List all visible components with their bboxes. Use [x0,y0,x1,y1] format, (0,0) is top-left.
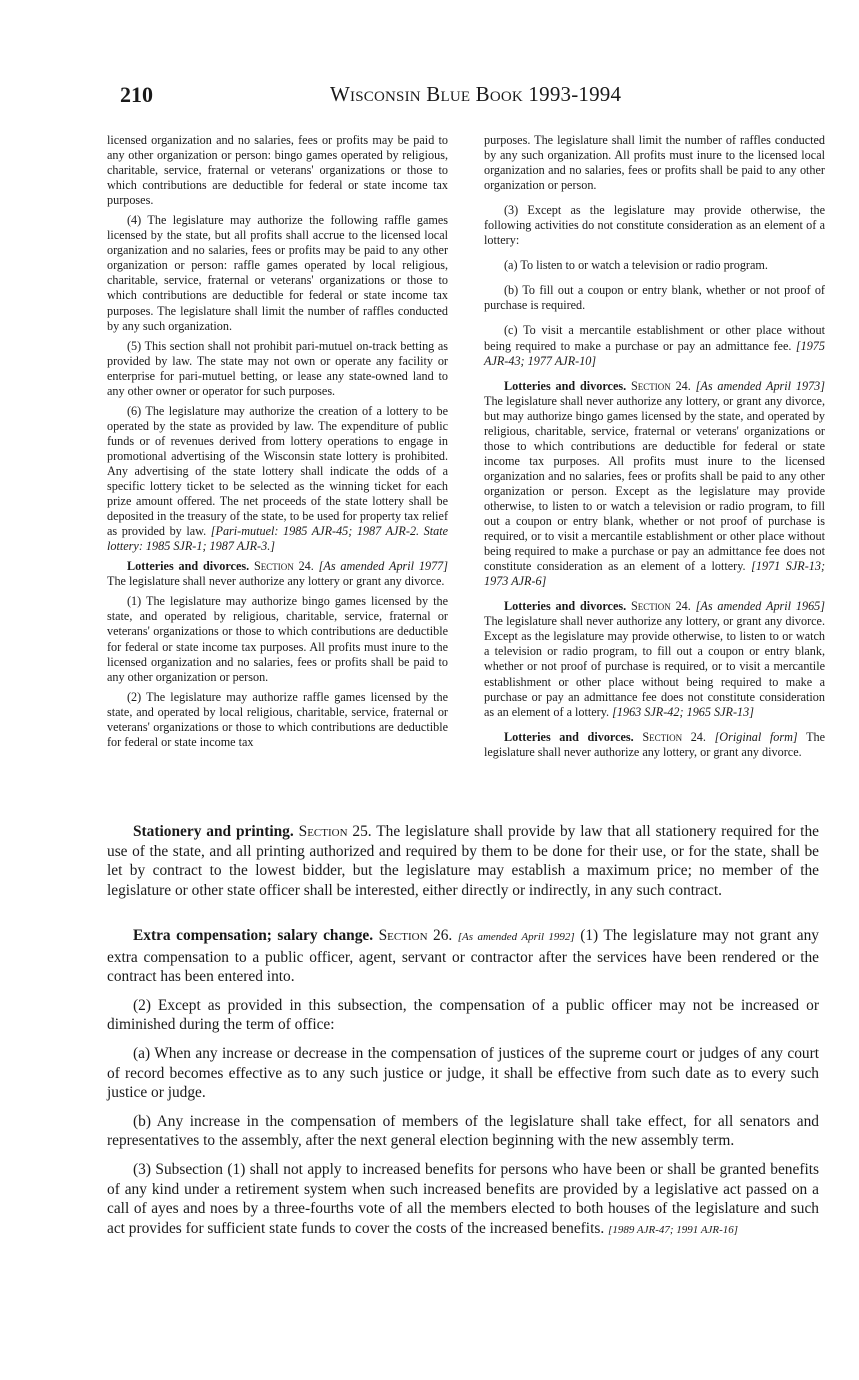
paragraph-continued: purposes. The legislature shall limit the number of raffles conducted by any such organization. All profits must inure to the licensed local organization and no salaries, fees or profits shall be paid to any other organization or person. [484,133,825,193]
section-heading: Lotteries and divorces. [127,559,250,574]
paragraph-6-text: (6) The legislature may authorize the creation of a lottery to be operated by the state as provided by law. The expenditure of public funds or of revenues derived from lottery operations to engage in promotional advertising of the Wisconsin state lottery is prohibited. Any advertising of the state lottery shall indicate the odds of a specific lottery ticket to be selected as the winning ticket for each prize amount offered. The net proceeds of the state lottery shall be deposited in the treasury of the state, to be used for property tax relief as provided by law. [107,403,448,539]
item-b: (b) To fill out a coupon or entry blank, whether or not proof of purchase is required. [484,283,825,313]
citation: [1963 SJR-42; 1965 SJR-13] [612,704,754,719]
section-text: The legislature shall never authorize any lottery, or grant any divorce. [484,729,826,759]
section-26-paragraph-1 [107,926,819,987]
section-26-item-b: (b) Any increase in the compensation of members of the legislature shall take effect, for all senators and representatives to the assembly, after the next general election beginning with the new assembly term. [107,1112,819,1150]
subsection-3: (3) Except as the legislature may provide otherwise, the following activities do not constitute consideration as an element of a lottery: [484,203,825,248]
section-text: The legislature shall never authorize any lottery, or grant any divorce, but may authorize bingo games licensed by the state, and operated by religious, charitable, service, fraternal or veterans' organizations or those to which contributions are deductible for federal or state income tax purposes. All profits must inure to the licensed organization and no salaries, fees or profits shall be paid to any other organization or person. Except as the legislature may provide otherwise, to listen to or watch a television or radio program, to fill out a coupon or entry blank, whether or not proof of purchase is required, or to visit a mercantile establishment or other place without being required to make a purchase or pay an admittance fee does not constitute consideration as an element of a lottery. [484,393,825,574]
paragraph-continued: licensed organization and no salaries, fees or profits may be paid to any other organization or person: bingo games operated by religious, charitable, service, fraternal or veterans' organizations or those to which contributions are deductible for federal or state income tax purposes. [107,133,448,208]
section-24-1973 [484,379,825,590]
item-a: (a) To listen to or watch a television or radio program. [504,258,768,273]
section-text: The legislature shall never authorize any lottery, or grant any divorce. Except as the legislature may provide otherwise, to listen to or watch a television or radio program, to fill out a coupon or entry blank, whether or not proof of purchase is required, or to visit a mercantile establishment or other place without being required to make a purchase or pay an admittance fee does not constitute consideration as an element of a lottery. [484,614,825,719]
section-26-extra-compensation [107,926,819,1249]
left-column [107,133,448,755]
section-number: Section 26. [378,927,453,944]
subsection-2: (2) The legislature may authorize raffle games licensed by the state, and operated by local religious, charitable, service, fraternal or veterans' organizations or those to which contributions are deductible for federal or state income tax [107,689,448,749]
item-c-text: (c) To visit a mercantile establishment or other place without being required to make a purchase or pay an admittance fee. [484,323,825,353]
section-number: Section 24. [630,378,691,393]
amended-note: [Original form] [714,729,798,744]
running-title: Wisconsin Blue Book 1993-1994 [330,82,622,106]
paragraph-5: (5) This section shall not prohibit pari-mutuel on-track betting as provided by law. The state may not own or operate any facility or enterprise for pari-mutuel betting, or lease any state-owned land to any other owner or operator for such purposes. [107,338,448,398]
item-c [484,323,825,368]
section-heading: Lotteries and divorces. [504,378,627,393]
section-text: The legislature shall provide by law that all stationery required for the use of the state, and all printing authorized and required by them to be done for their use, or for the state, shall be let by contract to the lowest bidder, but the legislature may establish a maximum price; no member of the legislature or other state officer shall be interested, either directly or indirectly, in any such contract. [107,823,819,899]
section-24-1965 [484,599,825,719]
subsection-1: (1) The legislature may authorize bingo games licensed by the state, and operated by religious, charitable, service, fraternal or veterans' organizations or those to which contributions are deductible for federal or state income tax purposes. All profits must inure to the licensed organization and no salaries, fees or profits shall be paid to any other organization or person. [107,594,448,684]
section-24-1977 [107,559,448,589]
paragraph-4: (4) The legislature may authorize the following raffle games licensed by the state, but all profits shall accrue to the licensed local organization and no salaries, fees or profits may be paid to any other organization or person: raffle games operated by local religious, charitable, service, fraternal or veterans' organizations or those to which contributions are deductible for federal or state income tax purposes. The legislature shall limit the number of raffles conducted by any such organization. [107,213,448,333]
section-text: (1) The legislature may not grant any extra compensation to a public officer, agent, servant or contractor after the services have been rendered or the contract has been entered into. [107,927,819,986]
amended-note: [As amended April 1965] [695,599,826,614]
page-header [120,82,740,112]
section-number: Section 24. [642,729,706,744]
section-25-stationery [107,822,819,909]
paragraph-6 [107,404,448,554]
section-text: The legislature shall never authorize any lottery or grant any divorce. [107,574,445,589]
section-heading: Stationery and printing. [133,823,294,840]
amended-note: [As amended April 1973] [695,378,826,393]
citation: [1975 AJR-43; 1977 AJR-10] [484,338,825,368]
section-text: (3) Subsection (1) shall not apply to increased benefits for persons who have been or shall be granted benefits of any kind under a retirement system when such increased benefits are provided by a legislative act passed on a call of ayes and noes by a three-fourths vote of all the members elected to both houses of the legislature and such act provides for sufficient state funds to cover the costs of the increased benefits. [107,1160,819,1237]
section-26-paragraph-2: (2) Except as provided in this subsection, the compensation of a public officer may not be increased or diminished during the term of office: [107,996,819,1034]
section-number: Section 25. [298,823,372,840]
section-heading: Extra compensation; salary change. [133,927,374,944]
right-column [484,133,825,765]
section-heading: Lotteries and divorces. [504,729,634,744]
citation: [Pari-mutuel: 1985 AJR-45; 1987 AJR-2. State lottery: 1985 SJR-1; 1987 AJR-3.] [107,524,449,554]
citation: [1989 AJR-47; 1991 AJR-16] [608,1223,739,1236]
amended-note: [As amended April 1992] [457,931,575,943]
section-25-paragraph [107,822,819,900]
section-26-paragraph-3 [107,1160,819,1240]
section-number: Section 24. [253,559,314,574]
citation: [1971 SJR-13; 1973 AJR-6] [484,559,826,589]
amended-note: [As amended April 1977] [318,559,449,574]
section-heading: Lotteries and divorces. [504,599,627,614]
section-26-item-a: (a) When any increase or decrease in the compensation of justices of the supreme court or judges of any court of record becomes effective as to any such justice or judge, it shall be effective from such date as to every such justice or judge. [107,1044,819,1102]
section-number: Section 24. [630,599,691,614]
page-number: 210 [120,82,153,107]
section-24-original [484,730,825,760]
